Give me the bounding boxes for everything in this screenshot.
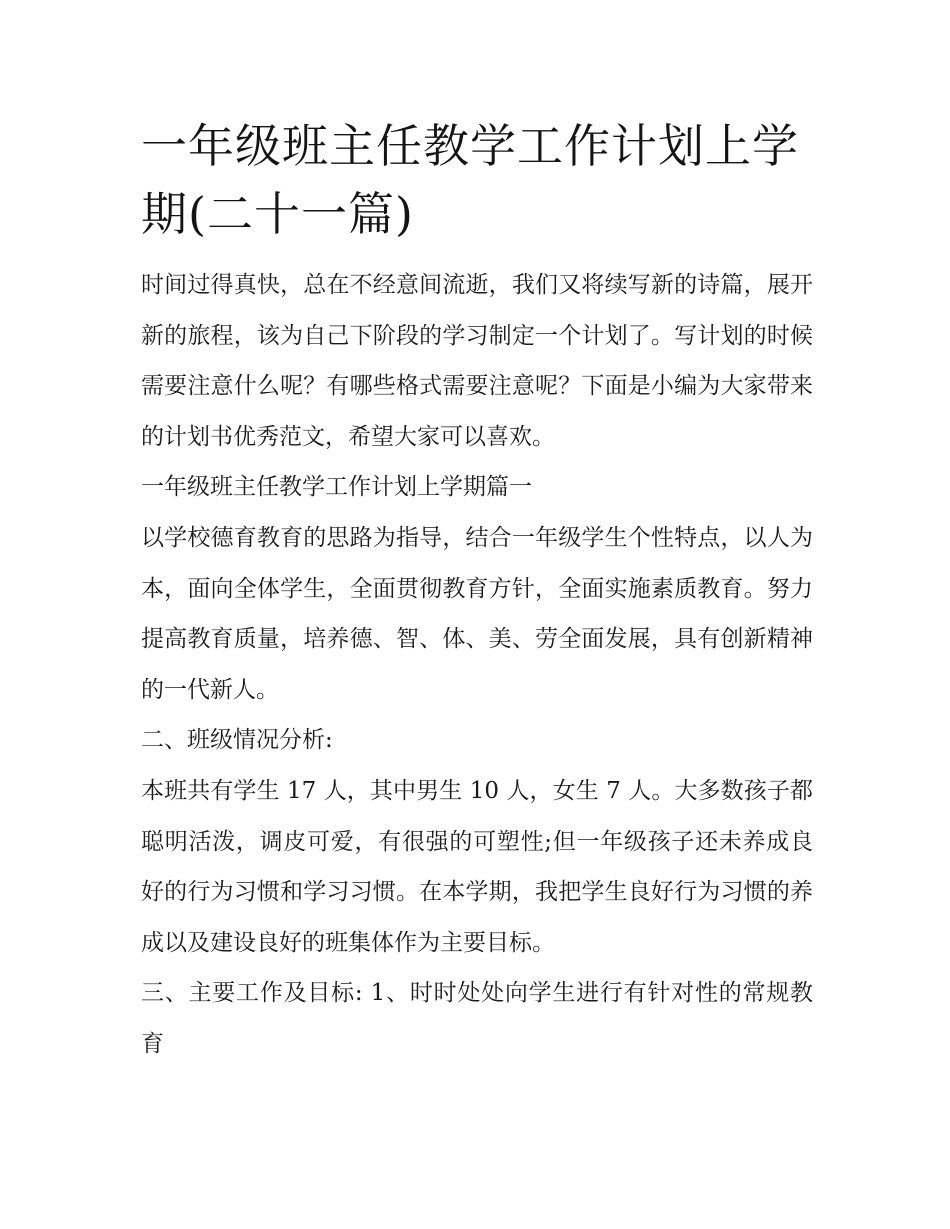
main-work-goals-paragraph: 三、主要工作及目标: 1、时时处处向学生进行有针对性的常规教育 bbox=[141, 980, 813, 1057]
class-analysis-paragraph: 本班共有学生 17 人，其中男生 10 人，女生 7 人。大多数孩子都聪明活泼，调皮可爱，有很强的可塑性;但一年级孩子还未养成良好的行为习惯和学习习惯。在本学期，我把学生良好行为习惯的养成以及建设良好的班集体作为主要目标。 bbox=[141, 777, 813, 956]
class-analysis-heading: 二、班级情况分析: bbox=[141, 727, 333, 754]
document-title: 一年级班主任教学工作计划上学期(二十一篇) bbox=[141, 119, 799, 241]
guiding-principle-paragraph: 以学校德育教育的思路为指导，结合一年级学生个性特点，以人为本，面向全体学生，全面贯彻教育方针，全面实施素质教育。努力提高教育质量，培养德、智、体、美、劳全面发展，具有创新精神的一代新人。 bbox=[141, 524, 813, 703]
section-heading-part-one: 一年级班主任教学工作计划上学期篇一 bbox=[141, 474, 532, 501]
document-page bbox=[141, 112, 813, 1070]
intro-paragraph: 时间过得真快，总在不经意间流逝，我们又将续写新的诗篇，展开新的旅程，该为自己下阶段的学习制定一个计划了。写计划的时候需要注意什么呢？有哪些格式需要注意呢？下面是小编为大家带来的计划书优秀范文，希望大家可以喜欢。 bbox=[141, 272, 813, 450]
